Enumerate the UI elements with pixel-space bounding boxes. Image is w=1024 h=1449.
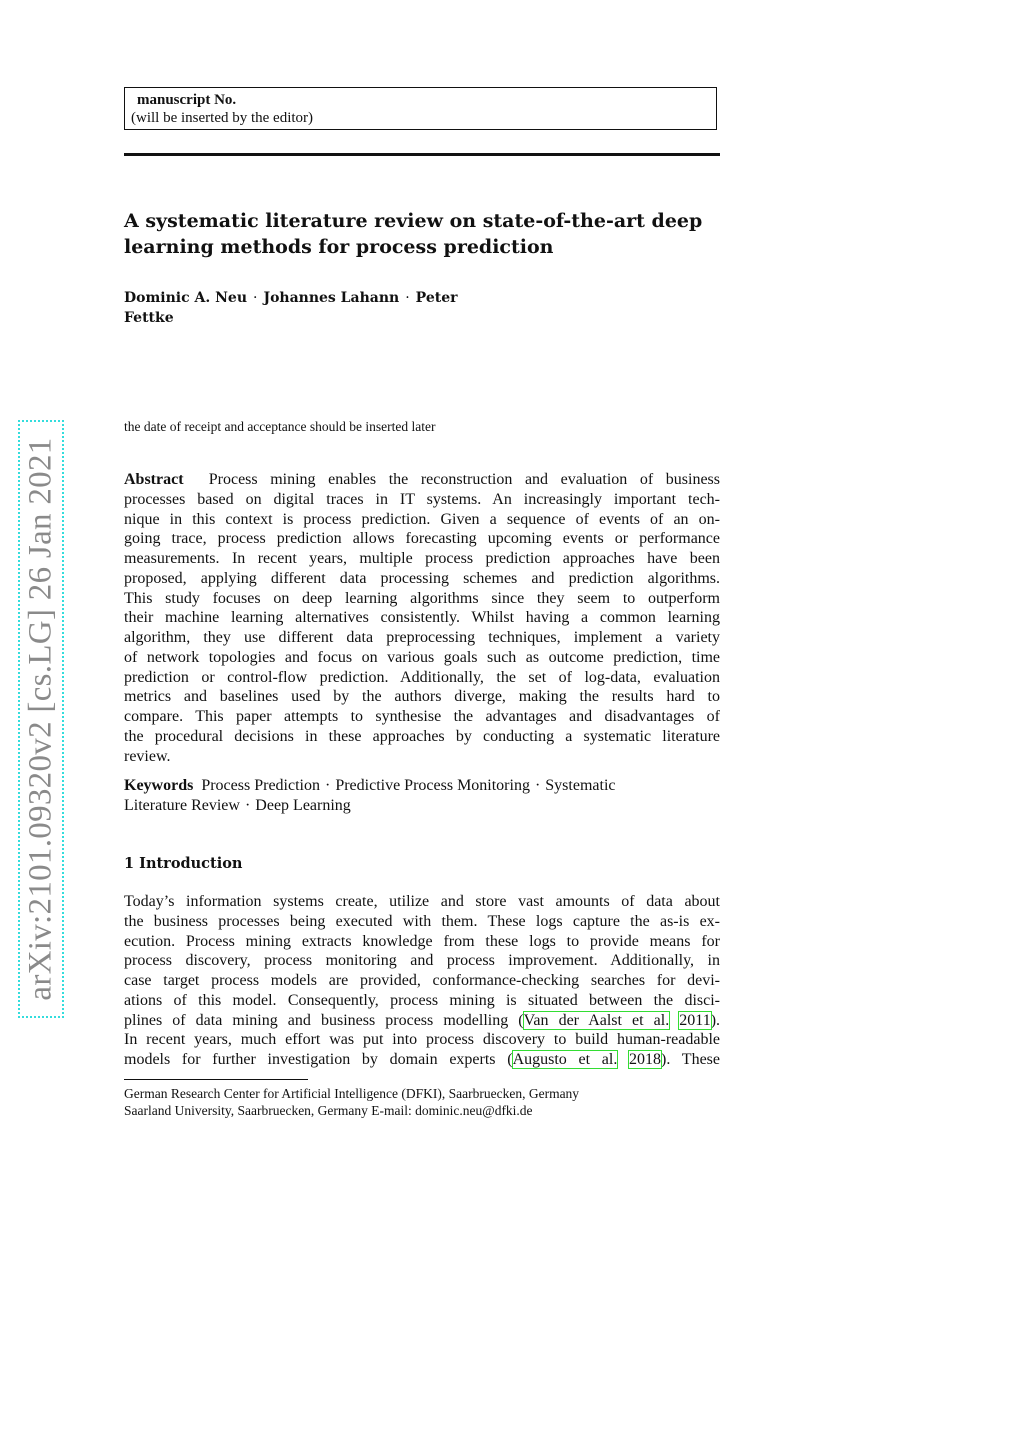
abstract-line: review.: [124, 747, 171, 765]
abstract-line: going trace, process prediction allows forecasting upcoming events or performance: [124, 530, 720, 548]
affiliation-footnote: [124, 1086, 579, 1119]
paper-title: [124, 208, 724, 260]
abstract-line: Abstract Process mining enables the reconstruction and evaluation of business: [124, 471, 721, 488]
body-line: the business processes being executed with them. These logs capture the as-is ex-: [124, 912, 720, 930]
abstract-line: the procedural decisions in these approaches by conducting a systematic literature: [124, 727, 720, 745]
body-line: case target process models are provided, conformance-checking searches for devi-: [124, 972, 720, 989]
keyword: Predictive Process Monitoring: [335, 777, 530, 794]
body-line: plines of data mining and business process modelling (Van der Aalst et al. 2011).: [124, 1011, 721, 1029]
author-list: [124, 288, 724, 328]
arxiv-stamp: arXiv:2101.09320v2 [cs.LG] 26 Jan 2021: [22, 437, 59, 1001]
introduction-text: [124, 892, 720, 1070]
footnote-rule: [124, 1079, 308, 1080]
section-heading: [124, 854, 242, 874]
author-separator: ·: [405, 290, 410, 306]
affiliation-line: Saarland University, Saarbruecken, Germany E-mail: dominic.neu@dfki.de: [124, 1102, 533, 1118]
abstract-line: their machine learning alternatives consistently. Whilst having a common learning: [124, 609, 720, 627]
keyword-separator: ·: [534, 777, 541, 794]
title-line-2: learning methods for process prediction: [124, 236, 554, 258]
abstract-line: processes based on digital traces in IT systems. An increasingly important tech-: [124, 490, 720, 508]
body-line: ations of this model. Consequently, process mining is situated between the disci-: [124, 991, 720, 1009]
abstract-line: prediction or control-flow prediction. Additionally, the set of log-data, evaluation: [124, 668, 720, 686]
header-rule: [124, 153, 720, 156]
affiliation-line: German Research Center for Artificial Intelligence (DFKI), Saarbruecken, Germany: [124, 1086, 580, 1101]
body-line: process discovery, process monitoring and process improvement. Additionally, in: [124, 952, 720, 970]
author-separator: ·: [253, 290, 258, 306]
abstract-line: of network topologies and focus on various goals such as outcome prediction, time: [124, 648, 720, 666]
abstract-label: Abstract: [124, 471, 184, 488]
author-name-continued: Fettke: [124, 310, 174, 326]
citation-link[interactable]: Van der Aalst et al.: [523, 1011, 670, 1029]
keyword: Process Prediction: [201, 777, 320, 794]
section-number: 1: [124, 855, 135, 872]
body-line: ecution. Process mining extracts knowledge from these logs to provide means for: [124, 932, 720, 950]
keyword: Systematic: [545, 777, 616, 794]
received-note: the date of receipt and acceptance should be inserted later: [124, 419, 436, 434]
abstract-line: This study focuses on deep learning algorithms since they seem to outperform: [124, 589, 720, 607]
abstract-line: proposed, applying different data processing schemes and prediction algorithms.: [124, 569, 720, 587]
author-name: Peter: [415, 290, 458, 306]
abstract-line: algorithm, they use different data preprocessing techniques, implement a variety: [124, 629, 720, 646]
citation-link[interactable]: Augusto et al.: [512, 1051, 618, 1068]
manuscript-note: (will be inserted by the editor): [131, 110, 314, 126]
keyword-separator: ·: [324, 777, 331, 794]
manuscript-label: manuscript No.: [137, 92, 237, 108]
abstract-line: nique in this context is process prediction. Given a sequence of events of an on-: [124, 510, 720, 528]
abstract-line: compare. This paper attempts to synthesise the advantages and disadvantages of: [124, 708, 720, 725]
author-name: Dominic A. Neu: [124, 290, 247, 306]
keyword: Literature Review: [124, 797, 240, 814]
keywords-label: Keywords: [124, 777, 194, 794]
body-line: models for further investigation by domain experts (Augusto et al. 2018). These: [124, 1051, 721, 1068]
manuscript-box: [124, 87, 717, 130]
body-line: In recent years, much effort was put into process discovery to build human-readable: [124, 1031, 720, 1049]
abstract-line: measurements. In recent years, multiple process prediction approaches have been: [124, 550, 720, 567]
citation-year-link[interactable]: 2011: [679, 1011, 711, 1029]
abstract-line: metrics and baselines used by the authors diverge, making the results hard to: [124, 688, 720, 706]
keyword: Deep Learning: [255, 797, 351, 814]
keyword-separator: ·: [244, 797, 251, 814]
citation-year-link[interactable]: 2018: [629, 1051, 662, 1068]
abstract: [124, 470, 720, 766]
keywords: [124, 776, 720, 816]
section-title: Introduction: [139, 855, 243, 872]
body-line: Today’s information systems create, utilize and store vast amounts of data about: [124, 893, 720, 910]
author-name: Johannes Lahann: [263, 290, 400, 306]
title-line-1: A systematic literature review on state-of-the-art deep: [124, 210, 703, 232]
